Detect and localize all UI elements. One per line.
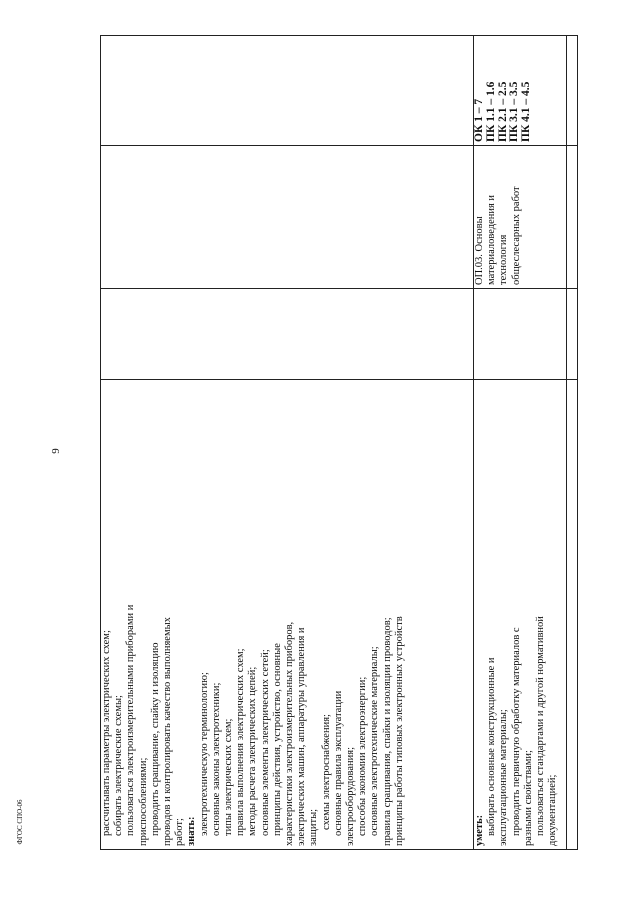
competency-code: ПК 4.1 – 4.5	[520, 81, 533, 142]
text-line: собирать электрические схемы;	[113, 695, 125, 836]
row2-competencies-cell	[473, 35, 566, 146]
text-line: схемы электроснабжения;	[320, 714, 332, 830]
text-line: основные элементы электрических сетей;	[259, 649, 271, 836]
competency-code: ОК 1 – 7	[473, 98, 485, 142]
text-line: пользоваться стандартами и другой нормативной	[535, 616, 547, 836]
text-line: приспособлениями;	[137, 757, 149, 846]
text-line: эксплуатационные материалы;	[498, 709, 510, 846]
competency-code: ПК 1.1 – 1.6	[484, 81, 497, 142]
text-line: проводить сращивание, спайку и изоляцию	[149, 642, 161, 836]
page-number: 9	[50, 448, 62, 454]
text-line: электрооборудования;	[345, 747, 357, 846]
text-line: проводов и контролировать качество выполняемых	[162, 617, 174, 846]
text-line: правила выполнения электрических схем;	[235, 648, 247, 836]
row2-knowledge-skills	[473, 380, 566, 850]
row2-discipline-cell	[473, 146, 566, 289]
discipline-line: технология	[498, 234, 510, 285]
footer-standard-code: ФГОС СПО-06	[16, 799, 24, 845]
text-line: методы расчета электрических цепей;	[247, 666, 259, 836]
text-line: защиты;	[308, 808, 320, 846]
section-heading: знать:	[186, 816, 198, 846]
text-line: работ;	[174, 818, 186, 846]
text-line: основные электротехнические материалы;	[369, 646, 381, 836]
discipline-line: ОП.03. Основы	[474, 216, 485, 285]
text-line: разными свойствами;	[522, 750, 534, 846]
text-line: документацией;	[547, 774, 559, 846]
text-line: рассчитывать параметры электрических схем;	[101, 630, 112, 836]
text-line: основные законы электротехники;	[210, 682, 222, 836]
competency-table	[100, 35, 578, 850]
discipline-line: общеслесарных работ	[510, 186, 522, 285]
text-line: выбирать основные конструкционные и	[486, 657, 498, 836]
row1-knowledge-skills	[100, 380, 405, 850]
text-line: характеристики электроизмерительных приборов,	[284, 621, 296, 846]
text-line: правила сращивания, спайки и изоляции проводов;	[381, 617, 393, 846]
text-line: принципы работы типовых электронных устройств	[393, 616, 405, 846]
competency-code: ПК 3.1 – 3.5	[508, 81, 521, 142]
discipline-line: материаловедения и	[486, 194, 498, 285]
text-line: основные правила эксплуатации	[332, 690, 344, 836]
text-line: пользоваться электроизмерительными приборами и	[125, 604, 137, 836]
competency-code: ПК 2.1 – 2.5	[496, 81, 509, 142]
text-line: проводить первичную обработку материалов с	[510, 627, 522, 836]
text-line: способы экономии электроэнергии;	[357, 676, 369, 836]
section-heading: уметь:	[474, 814, 485, 846]
text-line: принципы действия, устройство, основные	[271, 643, 283, 836]
text-line: электротехническую терминологию;	[198, 672, 210, 836]
row-divider-2	[566, 35, 567, 850]
text-line: типы электрических схем;	[223, 718, 235, 836]
text-line: электрических машин, аппаратуры управления и	[296, 627, 308, 846]
